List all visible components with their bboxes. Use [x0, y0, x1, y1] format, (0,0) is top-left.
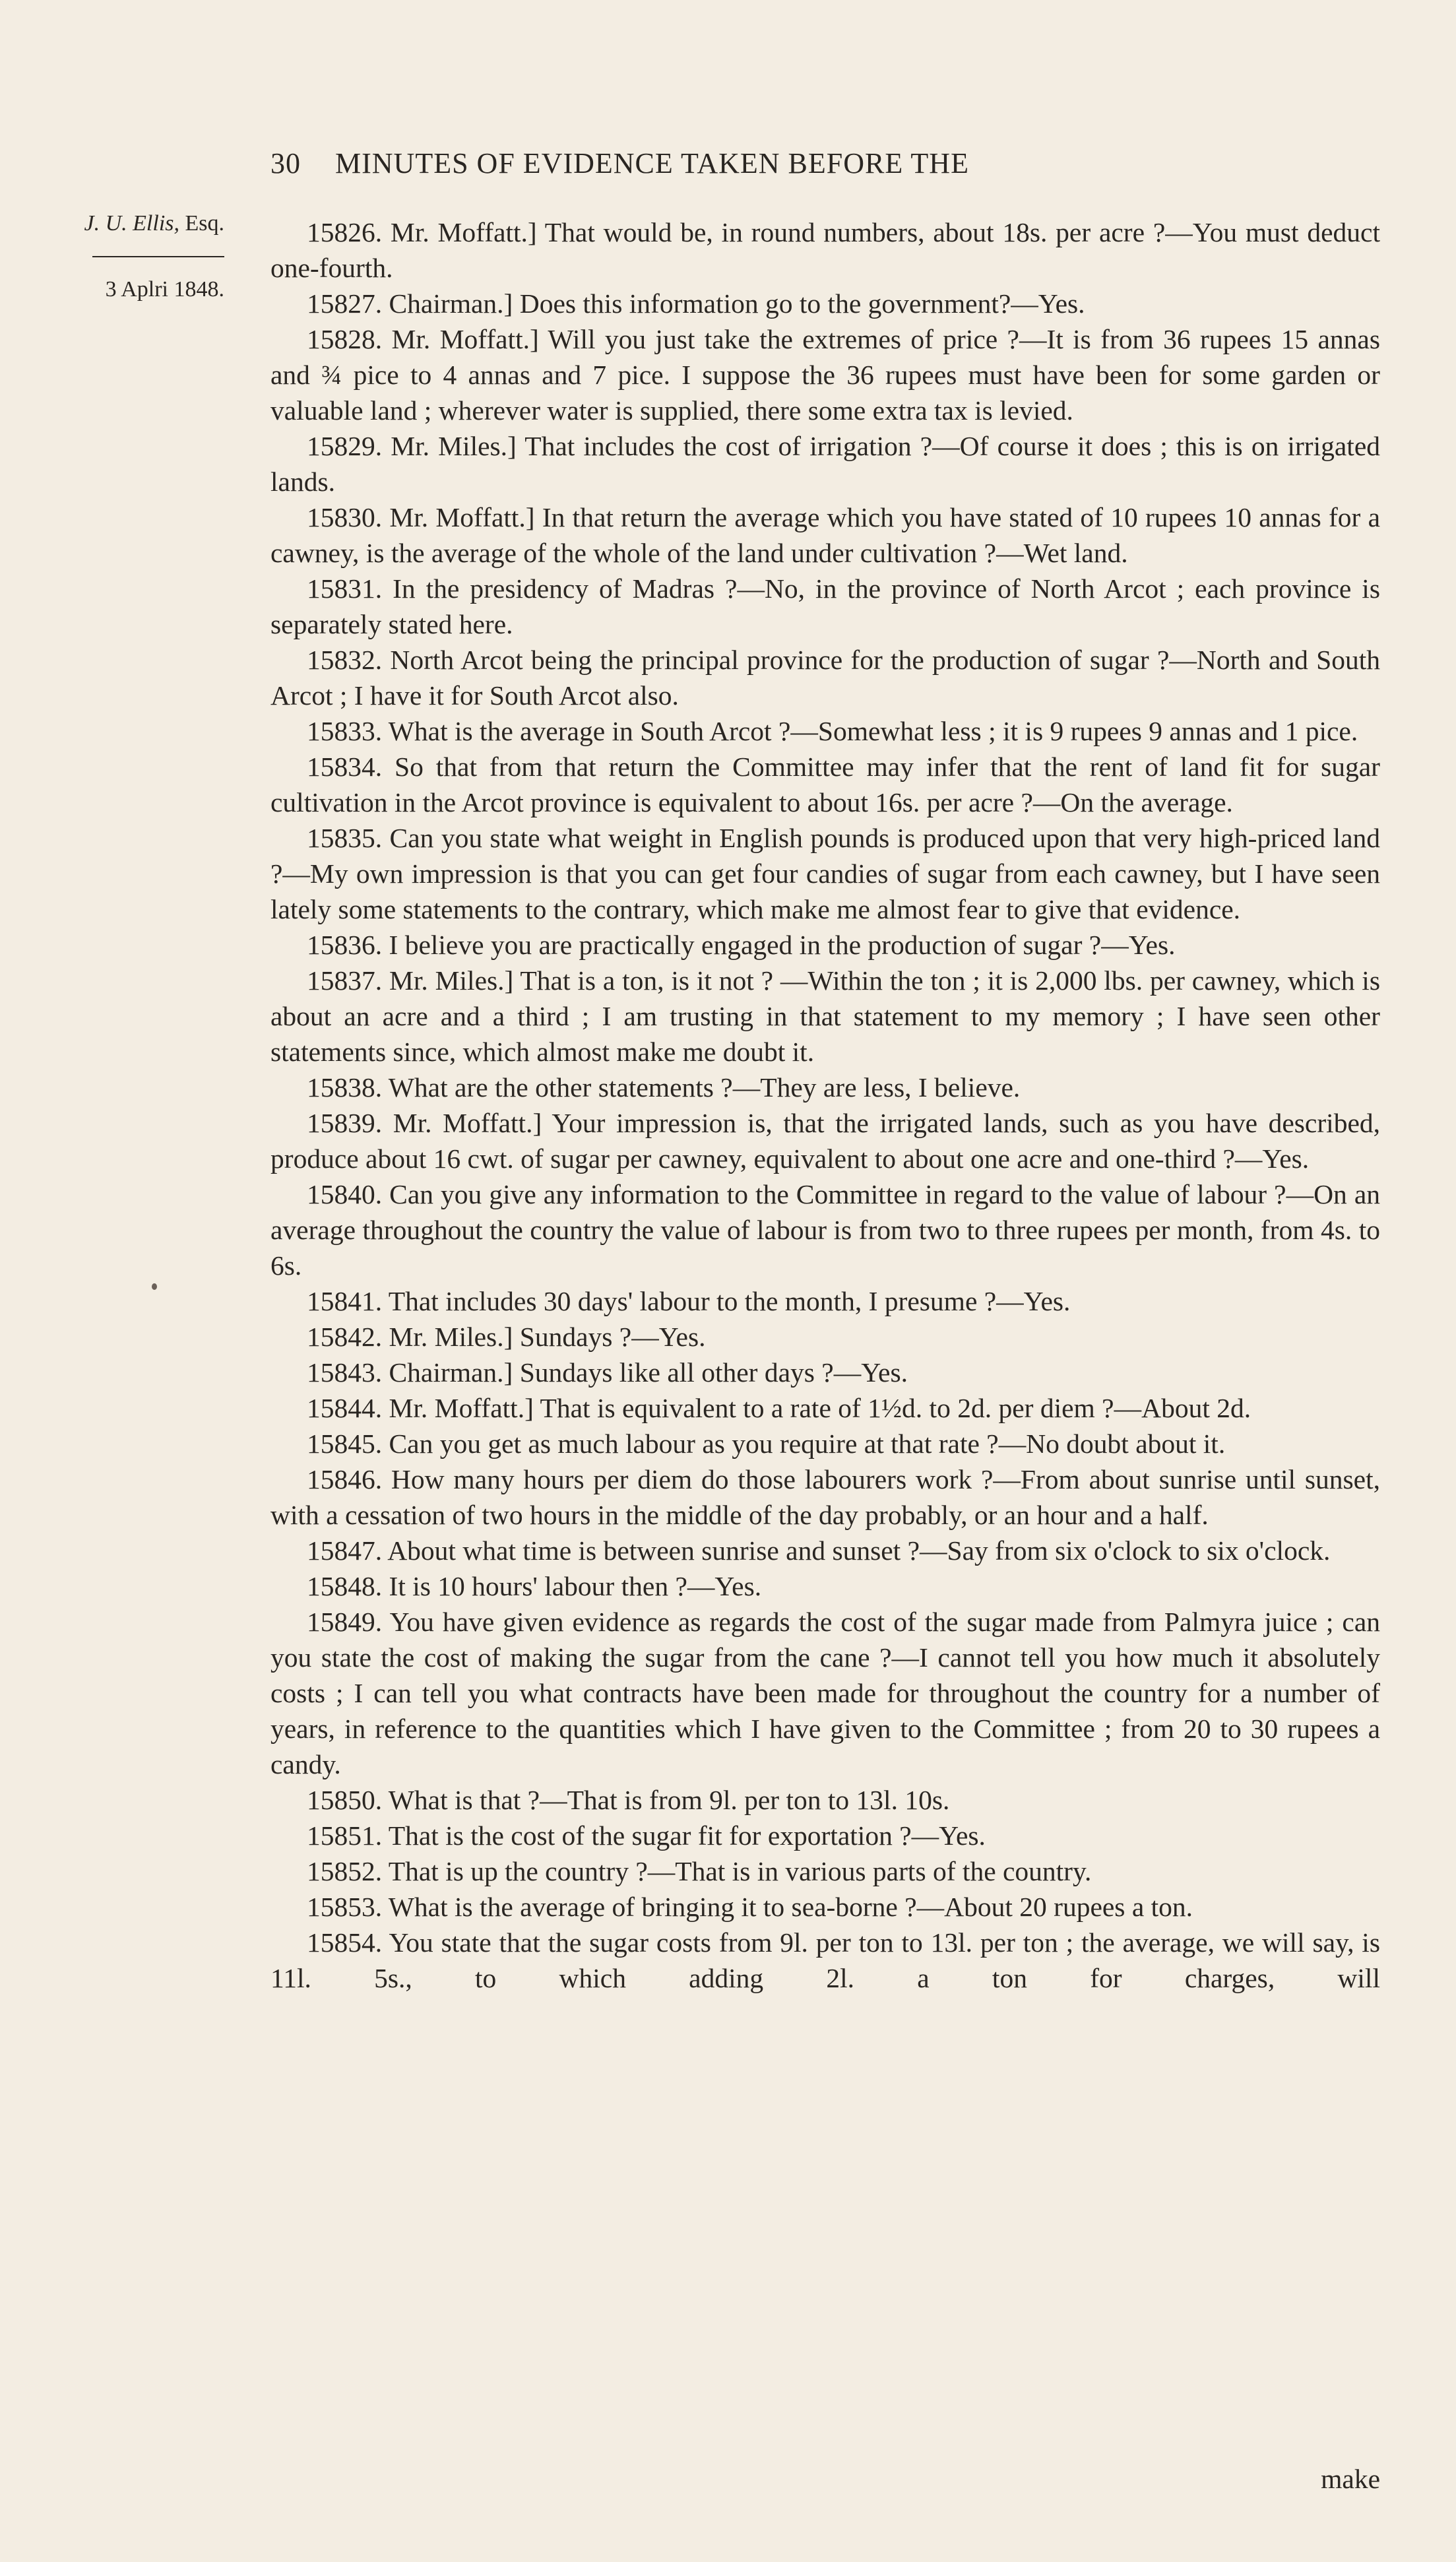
ink-spot — [152, 1283, 157, 1290]
question-paragraph: 15842. Mr. Miles.] Sundays ?—Yes. — [307, 1322, 706, 1352]
witness-note — [53, 211, 224, 236]
question-paragraph: 15853. What is the average of bringing it to sea-borne ?—About 20 rupees a ton. — [307, 1892, 1193, 1922]
question-paragraph: 15829. Mr. Miles.] That includes the cost of irrigation ?—Of course it does ; this is on irrigated lands. — [270, 431, 1380, 497]
question-paragraph: 15836. I believe you are practically engaged in the production of sugar ?—Yes. — [307, 930, 1176, 960]
question-paragraph: 15828. Mr. Moffatt.] Will you just take the extremes of price ?—It is from 36 rupees 15 annas and ¾ pice to 4 annas and 7 pice. I suppose the 36 rupees must have been for some garden or valuable land ; wherever water is supplied, there some extra tax is levied. — [270, 324, 1380, 426]
question-paragraph: 15841. That includes 30 days' labour to the month, I presume ?—Yes. — [307, 1286, 1071, 1316]
question-paragraph: 15847. About what time is between sunrise and sunset ?—Say from six o'clock to six o'clock. — [307, 1535, 1331, 1566]
question-paragraph: 15844. Mr. Moffatt.] That is equivalent to a rate of 1½d. to 2d. per diem ?—About 2d. — [307, 1393, 1251, 1423]
question-paragraph: 15845. Can you get as much labour as you require at that rate ?—No doubt about it. — [307, 1428, 1226, 1459]
question-paragraph: 15827. Chairman.] Does this information go to the government?—Yes. — [307, 288, 1085, 319]
question-paragraph: 15852. That is up the country ?—That is in various parts of the country. — [307, 1856, 1092, 1886]
page-number: 30 — [270, 147, 301, 179]
question-paragraph: 15840. Can you give any information to the Committee in regard to the value of labour ?—On an average throughout the country the value of labour is from two to three rupees per month, from 4s. to 6s. — [270, 1179, 1380, 1281]
question-paragraph: 15850. What is that ?—That is from 9l. per ton to 13l. 10s. — [307, 1785, 950, 1815]
page-header — [270, 146, 1392, 180]
question-paragraph: 15849. You have given evidence as regards the cost of the sugar made from Palmyra juice ; can you state the cost of making the sugar from the cane ?—I cannot tell you how much it absolutely costs ; I can tell you what contracts have been made for throughout the country for a number of years, in reference to the quantities which I have given to the Committee ; from 20 to 30 rupees a candy. — [270, 1607, 1380, 1779]
margin-date: 3 Aplri 1848. — [105, 277, 224, 302]
question-paragraph: 15851. That is the cost of the sugar fit for exportation ?—Yes. — [307, 1820, 986, 1851]
question-paragraph: 15832. North Arcot being the principal province for the production of sugar ?—North and South Arcot ; I have it for South Arcot also. — [270, 645, 1380, 711]
question-paragraph: 15837. Mr. Miles.] That is a ton, is it not ? —Within the ton ; it is 2,000 lbs. per cawney, which is about an acre and a third ; I am trusting in that statement to my memory ; I have seen other statements since, which almost make me doubt it. — [270, 965, 1380, 1067]
question-paragraph: 15838. What are the other statements ?—They are less, I believe. — [307, 1072, 1021, 1103]
question-paragraph: 15854. You state that the sugar costs from 9l. per ton to 13l. per ton ; the average, we will say, is 11l. 5s., to which adding 2l. a ton for charges, will — [270, 1927, 1380, 1993]
question-paragraph: 15846. How many hours per diem do those labourers work ?—From about sunrise until sunset, with a cessation of two hours in the middle of the day probably, or an hour and a half. — [270, 1464, 1380, 1530]
question-paragraph: 15833. What is the average in South Arcot ?—Somewhat less ; it is 9 rupees 9 annas and 1 pice. — [307, 716, 1358, 746]
question-paragraph: 15848. It is 10 hours' labour then ?—Yes. — [307, 1571, 762, 1601]
margin-notes — [53, 211, 224, 302]
question-paragraph: 15830. Mr. Moffatt.] In that return the average which you have stated of 10 rupees 10 annas for a cawney, is the average of the whole of the land under cultivation ?—Wet land. — [270, 502, 1380, 568]
question-paragraph: 15834. So that from that return the Committee may infer that the rent of land fit for sugar cultivation in the Arcot province is equivalent to about 16s. per acre ?—On the average. — [270, 752, 1380, 817]
question-paragraph: 15843. Chairman.] Sundays like all other days ?—Yes. — [307, 1357, 908, 1388]
witness-suffix: Esq. — [185, 211, 224, 236]
witness-name: J. U. Ellis, — [84, 211, 179, 236]
margin-rule — [92, 256, 224, 257]
page-title: MINUTES OF EVIDENCE TAKEN BEFORE THE — [335, 147, 969, 179]
question-paragraph: 15831. In the presidency of Madras ?—No, in the province of North Arcot ; each province is separately stated here. — [270, 573, 1380, 639]
question-paragraph: 15835. Can you state what weight in English pounds is produced upon that very high-priced land ?—My own impression is that you can get four candies of sugar from each cawney, but I have seen lately some statements to the contrary, which make me almost fear to give that evidence. — [270, 823, 1380, 924]
question-paragraph: 15839. Mr. Moffatt.] Your impression is, that the irrigated lands, such as you have described, produce about 16 cwt. of sugar per cawney, equivalent to about one acre and one-third ?—Yes. — [270, 1108, 1380, 1174]
evidence-body — [270, 214, 1380, 1996]
question-paragraph: 15826. Mr. Moffatt.] That would be, in round numbers, about 18s. per acre ?—You must deduct one-fourth. — [270, 217, 1380, 283]
catchword: make — [1321, 2464, 1380, 2494]
